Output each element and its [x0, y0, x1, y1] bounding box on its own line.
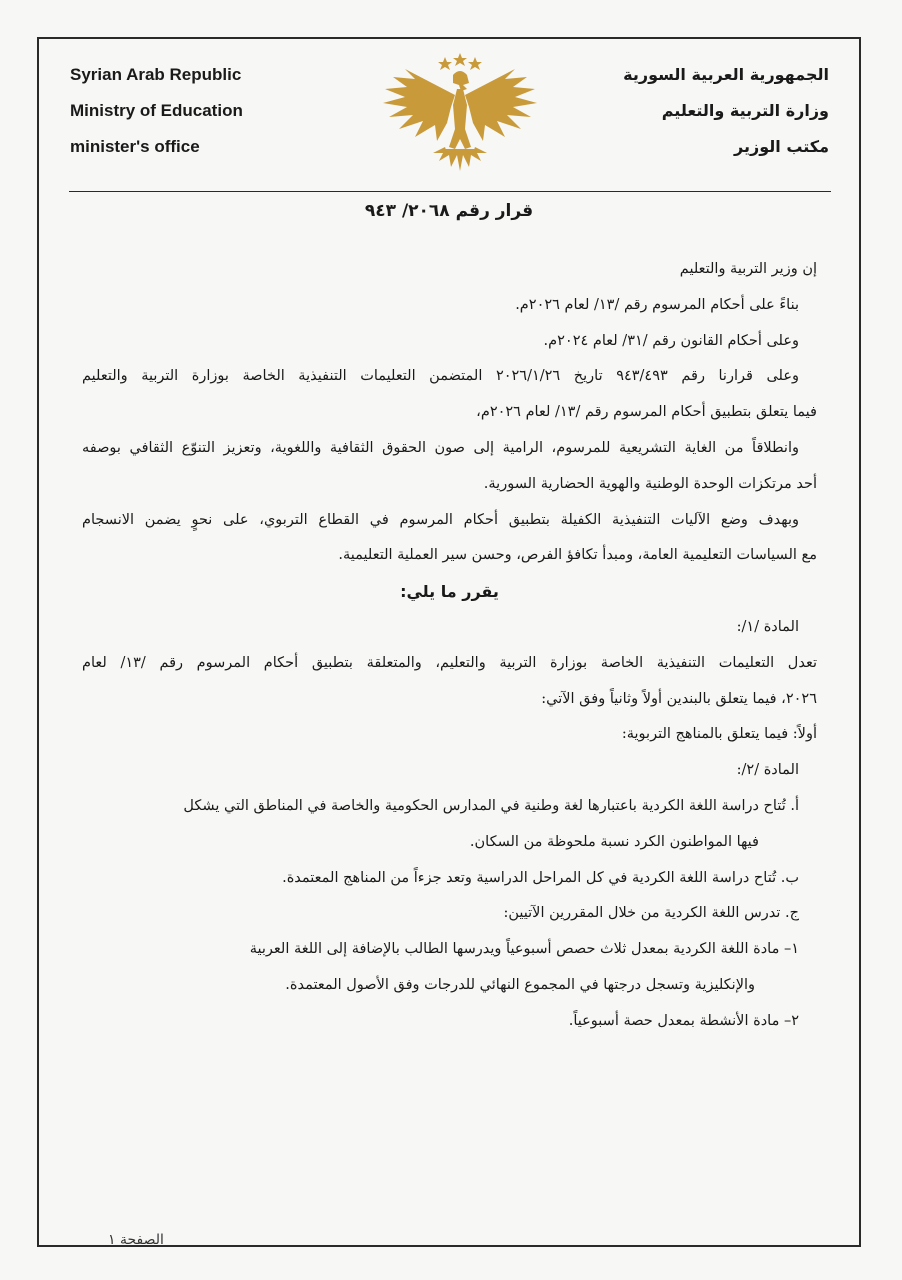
subclause-2: ٢– مادة الأنشطة بمعدل حصة أسبوعياً. — [568, 1012, 799, 1029]
decision-title: قرار رقم ٢٠٦٨/ ٩٤٣ — [364, 201, 534, 221]
header-en-country: Syrian Arab Republic — [70, 65, 242, 84]
decides-heading: يقرر ما يلي: — [400, 582, 499, 602]
section-first-heading: أولاً: فيما يتعلق بالمناهج التربوية: — [621, 726, 817, 743]
body-line: وانطلاقاً من الغاية التشريعية للمرسوم، الرامية إلى صون الحقوق الثقافية واللغوية، وتعزيز التنوّع الثقافي بوصفه — [82, 439, 799, 456]
body-line: مع السياسات التعليمية العامة، ومبدأ تكافؤ الفرص، وحسن سير العملية التعليمية. — [338, 547, 817, 564]
header-en-ministry: Ministry of Education — [70, 101, 243, 120]
body-line: بناءً على أحكام المرسوم رقم /١٣/ لعام ٢٠٢٦م. — [515, 296, 799, 313]
header-arabic — [623, 57, 829, 165]
clause-a: أ. تُتاح دراسة اللغة الكردية باعتبارها لغة وطنية في المدارس الحكومية والخاصة في المناطق التي يشكل — [183, 797, 799, 814]
header-ar-ministry: وزارة التربية والتعليم — [661, 101, 829, 120]
body-line: وعلى أحكام القانون رقم /٣١/ لعام ٢٠٢٤م. — [543, 332, 799, 349]
body-line: إن وزير التربية والتعليم — [679, 261, 817, 277]
body-line: وعلى قرارنا رقم ٩٤٣/٤٩٣ تاريخ ٢٠٢٦/١/٢٦ المتضمن التعليمات التنفيذية الخاصة بوزارة التربية والتعليم — [82, 368, 799, 385]
body-line: ٢٠٢٦، فيما يتعلق بالبندين أولاً وثانياً وفق الآتي: — [541, 690, 817, 707]
body-line: أحد مرتكزات الوحدة الوطنية والهوية الحضارية السورية. — [483, 475, 817, 492]
clause-c: ج. تدرس اللغة الكردية من خلال المقررين الآتيين: — [503, 905, 799, 922]
body-line: تعدل التعليمات التنفيذية الخاصة بوزارة التربية والتعليم، والمتعلقة بتطبيق أحكام المرسوم رقم /١٣/ لعام — [82, 654, 817, 671]
page-number: الصفحة ١ — [108, 1232, 164, 1248]
body-line: فيما يتعلق بتطبيق أحكام المرسوم رقم /١٣/ لعام ٢٠٢٦م، — [476, 404, 817, 421]
clause-b: ب. تُتاح دراسة اللغة الكردية في كل المراحل الدراسية وتعد جزءاً من المناهج المعتمدة. — [282, 869, 799, 886]
header-divider — [69, 191, 831, 192]
golden-eagle-emblem-icon — [375, 49, 545, 179]
header-english — [70, 57, 243, 165]
article-1-heading: المادة /١/: — [736, 618, 799, 635]
document-frame — [37, 37, 861, 1247]
subclause-1-continued: والإنكليزية وتسجل درجتها في المجموع النهائي للدرجات وفق الأصول المعتمدة. — [285, 976, 755, 993]
body-line: وبهدف وضع الآليات التنفيذية الكفيلة بتطبيق أحكام المرسوم في القطاع التربوي، على نحوٍ يضمن الانسجام — [82, 511, 799, 528]
subclause-1: ١– مادة اللغة الكردية بمعدل ثلاث حصص أسبوعياً ويدرسها الطالب بالإضافة إلى اللغة العربية — [249, 941, 799, 958]
header-ar-country: الجمهورية العربية السورية — [623, 65, 829, 84]
header-ar-office: مكتب الوزير — [734, 137, 829, 156]
header-en-office: minister's office — [70, 137, 200, 156]
decision-body — [82, 252, 817, 1040]
article-2-heading: المادة /٢/: — [736, 762, 799, 779]
clause-a-continued: فيها المواطنون الكرد نسبة ملحوظة من السكان. — [469, 833, 759, 850]
